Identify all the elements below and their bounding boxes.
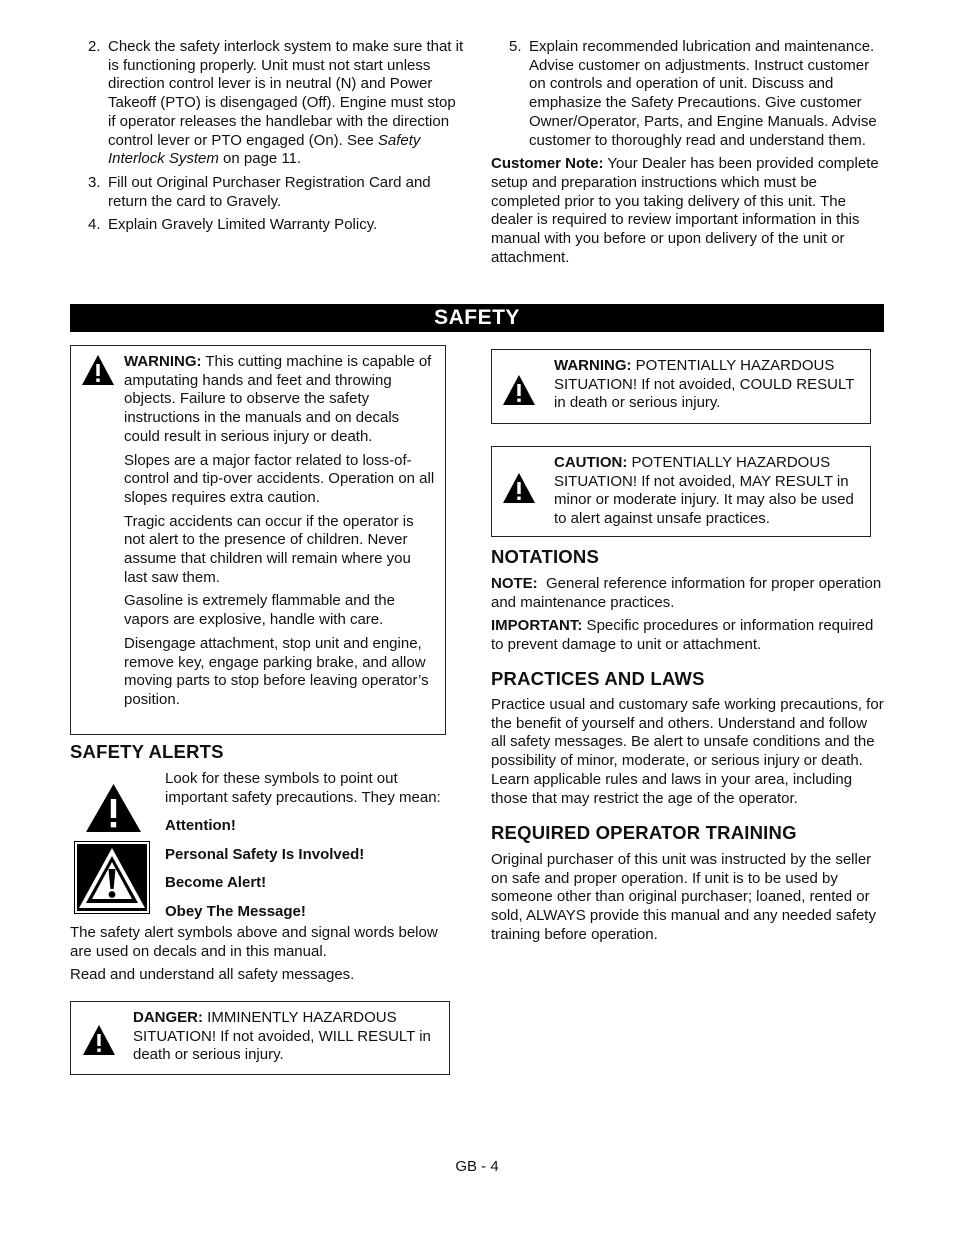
- item-text: Check the safety interlock system to make sure that it is functioning properly. Unit must not start unless direction control lever is in neutral (N) and Power Takeoff (PTO) is disengaged (Off). Engine must stop if operator releases the handlebar with the direction control lever or PTO engaged (On). See Safety Interlock System on page 11.: [108, 38, 464, 168]
- item-number: 4.: [88, 216, 101, 234]
- warning-triangle-icon: [81, 354, 115, 386]
- caution-text: CAUTION: POTENTIALLY HAZARDOUS SITUATION! If not avoided, MAY RESULT in minor or moderate injury. It may also be used to alert against unsafe practices.: [554, 454, 854, 528]
- cross-reference: Safety Interlock System: [108, 131, 421, 168]
- item-text: Explain Gravely Limited Warranty Policy.: [108, 216, 378, 234]
- item-text: Explain recommended lubrication and maintenance. Advise customer on adjustments. Instruct customer on controls and operation of unit. Discuss and emphasize the Safety Precautions. Give customer Owner/Operator, Parts, and Engine Manuals. Advise customer to thoroughly read and understand them.: [529, 38, 877, 149]
- warning-triangle-icon: [502, 472, 536, 504]
- warning-triangle-icon: [82, 1024, 116, 1056]
- signal-word: Attention!: [165, 817, 236, 834]
- list-item: [70, 216, 465, 235]
- warning-text: WARNING: POTENTIALLY HAZARDOUS SITUATION! If not avoided, COULD RESULT in death or serious injury.: [554, 357, 855, 412]
- signal-word: Become Alert!: [165, 874, 267, 892]
- warning-paragraph: Tragic accidents can occur if the operator is not alert to the presence of children. Never assume that children will remain where you last saw them.: [124, 512, 414, 586]
- customer-note-label: Customer Note:: [491, 155, 604, 173]
- safety-alerts-intro: Look for these symbols to point out important safety precautions. They mean:: [165, 770, 441, 806]
- intro-list-left: [70, 38, 465, 240]
- danger-label: DANGER:: [133, 1009, 203, 1026]
- warning-box-main: [70, 345, 446, 735]
- warning-paragraph: Disengage attachment, stop unit and engine, remove key, engage parking brake, and allow moving parts to stop before leaving operator’s position.: [124, 634, 429, 708]
- banner-title: SAFETY: [434, 306, 520, 329]
- danger-text: DANGER: IMMINENTLY HAZARDOUS SITUATION! If not avoided, WILL RESULT in death or serious injury.: [133, 1009, 431, 1064]
- caution-box: [491, 446, 871, 537]
- safety-alerts-heading: SAFETY ALERTS: [70, 741, 224, 762]
- training-heading: REQUIRED OPERATOR TRAINING: [491, 822, 797, 843]
- warning-paragraph: WARNING: This cutting machine is capable of amputating hands and feet and throwing objects. Failure to observe the safety instructions in the manuals and on decals could result in serious injury or death.: [124, 353, 432, 445]
- note-label: NOTE:: [491, 575, 538, 592]
- signal-words: [165, 817, 455, 932]
- safety-alerts-paragraph: Read and understand all safety messages.: [70, 966, 355, 984]
- warning-box-right: [491, 349, 871, 424]
- safety-alerts-paragraph: The safety alert symbols above and signal words below are used on decals and in this manual.: [70, 924, 438, 960]
- warning-triangle-icon: [85, 783, 142, 833]
- framed-warning-triangle-icon: [74, 841, 150, 914]
- customer-note: Customer Note: Your Dealer has been provided complete setup and preparation instructions which must be completed prior to you taking delivery of this unit. The dealer is required to review important information in this manual with you before or upon delivery of the unit or attachment.: [491, 155, 879, 266]
- list-item: [70, 38, 465, 169]
- item-number: 5.: [509, 38, 522, 55]
- item-number: 2.: [88, 38, 101, 55]
- warning-paragraph: Gasoline is extremely flammable and the vapors are explosive, handle with care.: [124, 592, 395, 629]
- list-item: [491, 38, 886, 150]
- signal-word: Obey The Message!: [165, 903, 306, 921]
- signal-word: Personal Safety Is Involved!: [165, 845, 365, 863]
- warning-label: WARNING:: [124, 353, 202, 370]
- warning-paragraph: Slopes are a major factor related to loss-of-control and tip-over accidents. Operation on all slopes requires extra caution.: [124, 451, 435, 506]
- page-number: GB - 4: [455, 1158, 499, 1175]
- warning-label: WARNING:: [554, 357, 632, 374]
- important-paragraph: IMPORTANT: Specific procedures or information required to prevent damage to unit or attachment.: [491, 617, 874, 654]
- notations-heading: NOTATIONS: [491, 546, 599, 567]
- important-label: IMPORTANT:: [491, 617, 583, 635]
- item-number: 3.: [88, 173, 101, 191]
- intro-list-right: [491, 38, 886, 267]
- note-paragraph: NOTE: General reference information for proper operation and maintenance practices.: [491, 575, 886, 611]
- item-text: Fill out Original Purchaser Registration Card and return the card to Gravely.: [108, 173, 431, 210]
- caution-label: CAUTION:: [554, 454, 628, 471]
- safety-banner: [70, 304, 884, 332]
- warning-triangle-icon: [502, 374, 536, 406]
- practices-heading: PRACTICES AND LAWS: [491, 668, 705, 689]
- training-text: Original purchaser of this unit was instructed by the seller on safe and proper operation. If unit is to be used by someone other than original purchaser; loaned, rented or sold, ALWAYS provide this manual and any needed safety training before operation.: [491, 851, 876, 943]
- danger-box: [70, 1001, 450, 1075]
- list-item: [70, 174, 465, 211]
- practices-text: Practice usual and customary safe working precautions, for the benefit of yourself and others. Understand and follow all safety messages. Be alert to unsafe conditions and the possibility of minor, moderate, or serious injury or death. Learn applicable rules and laws in your area, including those that may restrict the age of the operator.: [491, 696, 884, 807]
